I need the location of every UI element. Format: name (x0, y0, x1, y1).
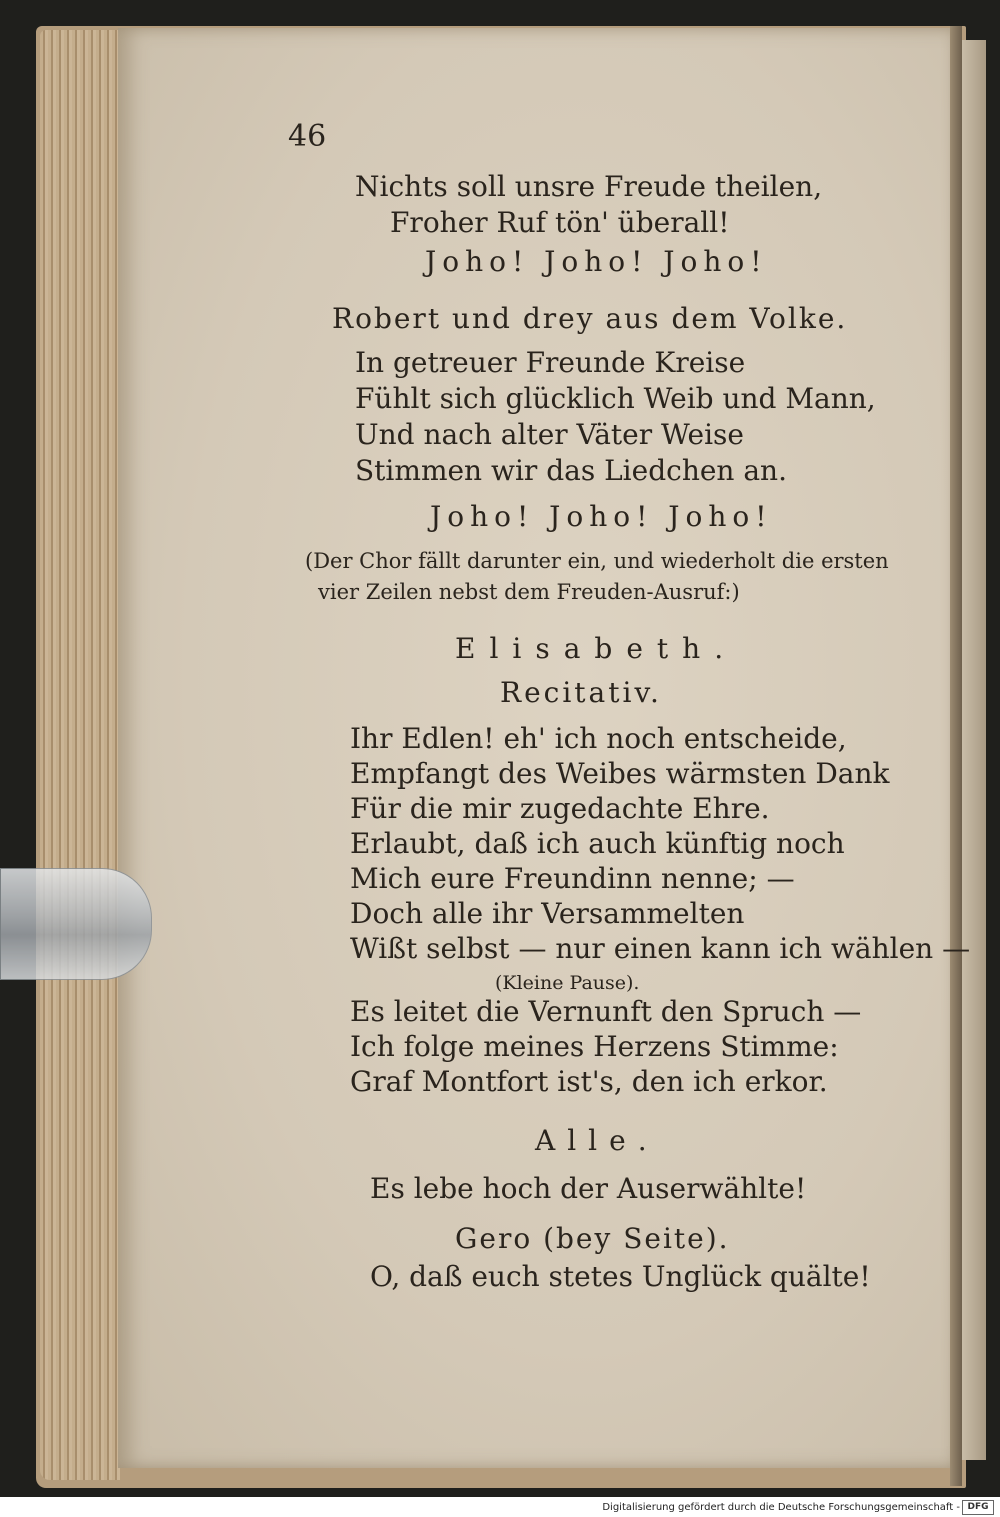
verse-line: Joho! Joho! Joho! (430, 500, 773, 533)
speaker-heading: Gero (bey Seite). (455, 1222, 730, 1255)
verse-line: Es leitet die Vernunft den Spruch — (350, 995, 862, 1028)
speaker-heading: Alle. (535, 1124, 659, 1157)
speaker-heading: Elisabeth. (455, 632, 738, 665)
stage-direction: vier Zeilen nebst dem Freuden-Ausruf:) (318, 580, 740, 604)
verse-line: Erlaubt, daß ich auch künftig noch (350, 827, 845, 860)
verse-line: Für die mir zugedachte Ehre. (350, 792, 770, 825)
verse-line: Mich eure Freundinn nenne; — (350, 862, 795, 895)
page-number: 46 (288, 119, 327, 154)
verse-line: Empfangt des Weibes wärmsten Dank (350, 757, 890, 790)
verse-line: Und nach alter Väter Weise (355, 418, 744, 451)
page-clip (0, 868, 152, 980)
verse-line: Doch alle ihr Versammelten (350, 897, 745, 930)
section-heading: Recitativ. (500, 676, 662, 709)
verse-line: Ihr Edlen! eh' ich noch entscheide, (350, 722, 847, 755)
verse-line: In getreuer Freunde Kreise (355, 346, 746, 379)
verse-line: Graf Montfort ist's, den ich erkor. (350, 1065, 828, 1098)
speaker-heading: Robert und drey aus dem Volke. (332, 302, 848, 335)
verse-line: O, daß euch stetes Unglück quälte! (370, 1260, 871, 1293)
stage-direction: (Kleine Pause). (495, 972, 640, 994)
verse-line: Stimmen wir das Liedchen an. (355, 454, 787, 487)
stage-direction: (Der Chor fällt darunter ein, und wiederholt die ersten (305, 549, 889, 573)
verse-line: Es lebe hoch der Auserwählte! (370, 1172, 807, 1205)
dfg-logo: DFG (962, 1500, 994, 1515)
verse-line: Fühlt sich glücklich Weib und Mann, (355, 382, 876, 415)
digitization-credit: Digitalisierung gefördert durch die Deutsche Forschungsgemeinschaft - (602, 1502, 960, 1513)
verse-line: Wißt selbst — nur einen kann ich wählen — (350, 932, 971, 965)
verse-line: Froher Ruf tön' überall! (390, 206, 730, 239)
verse-line: Joho! Joho! Joho! (425, 245, 768, 278)
verse-line: Ich folge meines Herzens Stimme: (350, 1030, 839, 1063)
verse-line: Nichts soll unsre Freude theilen, (355, 170, 823, 203)
